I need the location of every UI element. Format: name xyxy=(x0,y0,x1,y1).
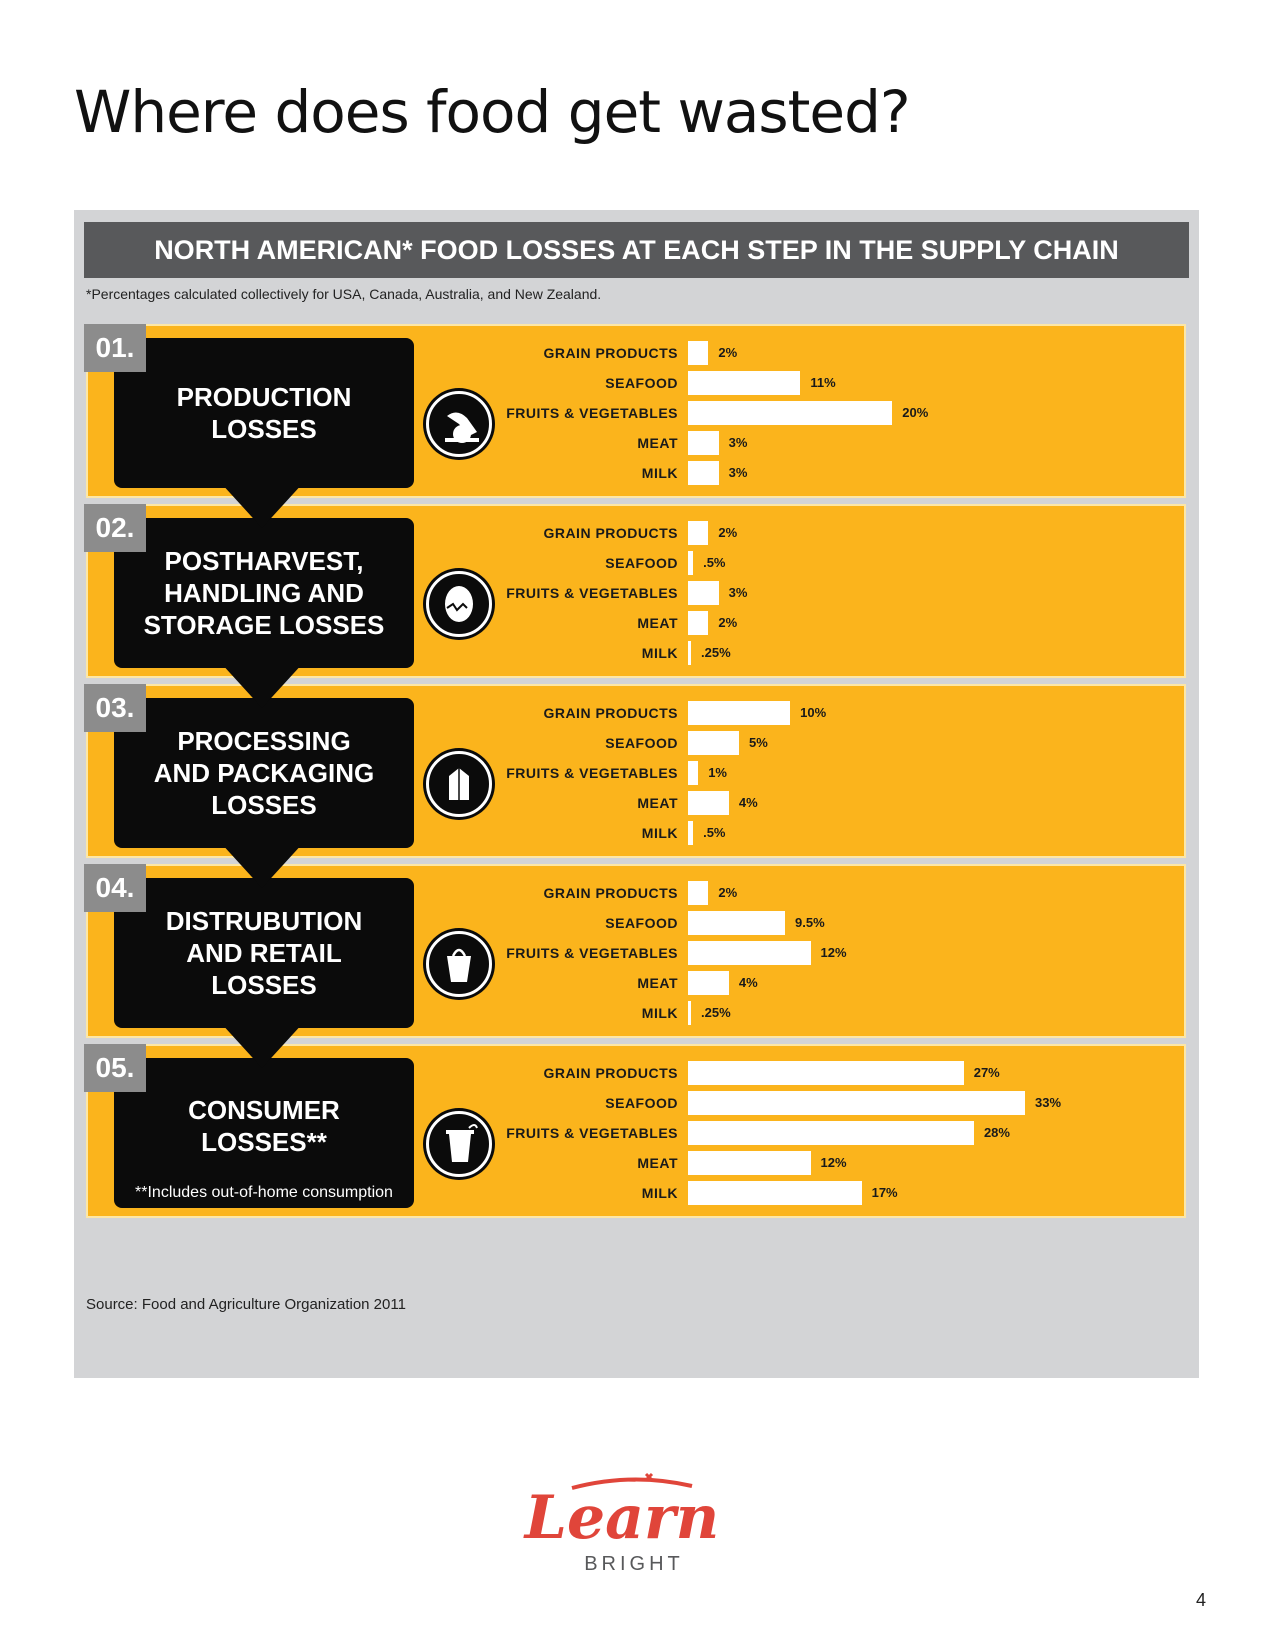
bar xyxy=(688,401,892,425)
data-label: 2% xyxy=(718,615,738,630)
bar xyxy=(688,1151,811,1175)
data-label: 4% xyxy=(738,975,758,990)
data-label: .5% xyxy=(703,555,726,570)
data-label: 3% xyxy=(728,465,748,480)
bar xyxy=(688,581,719,605)
stage-note: **Includes out-of-home consumption xyxy=(135,1184,393,1201)
bar-row xyxy=(88,368,1188,398)
stage-panel-3 xyxy=(86,684,1186,858)
bar-row xyxy=(88,398,1188,428)
data-label: 20% xyxy=(902,405,929,420)
bar xyxy=(688,341,708,365)
category-label: MILK xyxy=(641,645,678,661)
bar xyxy=(688,551,693,575)
category-label: FRUITS & VEGETABLES xyxy=(506,1125,678,1141)
bar-row xyxy=(88,968,1188,998)
stage-panel-2 xyxy=(86,504,1186,678)
bar xyxy=(688,431,719,455)
data-label: 3% xyxy=(728,435,748,450)
bar xyxy=(688,611,708,635)
bar xyxy=(688,1061,964,1085)
bar xyxy=(688,971,729,995)
bar xyxy=(688,701,790,725)
stage-panel-1 xyxy=(86,324,1186,498)
category-label: GRAIN PRODUCTS xyxy=(543,885,678,901)
bar xyxy=(688,1121,974,1145)
bar xyxy=(688,791,729,815)
logo-word: Learn xyxy=(524,1483,720,1553)
chart-footnote: *Percentages calculated collectively for USA, Canada, Australia, and New Zealand. xyxy=(86,286,602,302)
category-label: FRUITS & VEGETABLES xyxy=(506,765,678,781)
data-label: 1% xyxy=(708,765,727,780)
stage-number: 01. xyxy=(84,324,146,372)
data-label: 5% xyxy=(749,735,768,750)
category-label: MEAT xyxy=(637,1155,678,1171)
category-label: SEAFOOD xyxy=(605,915,678,931)
data-label: 3% xyxy=(728,585,748,600)
bar-row xyxy=(88,938,1188,968)
bar xyxy=(688,371,800,395)
bar-row xyxy=(88,548,1188,578)
category-label: GRAIN PRODUCTS xyxy=(543,1065,678,1081)
category-label: MEAT xyxy=(637,615,678,631)
stage-panel-4 xyxy=(86,864,1186,1038)
logo-subword: BRIGHT xyxy=(584,1553,684,1575)
category-label: MEAT xyxy=(637,435,678,451)
category-label: GRAIN PRODUCTS xyxy=(543,705,678,721)
category-label: SEAFOOD xyxy=(605,375,678,391)
data-label: 9.5% xyxy=(795,915,825,930)
category-label: MILK xyxy=(641,1185,678,1201)
category-label: MILK xyxy=(641,825,678,841)
bar-row xyxy=(88,1148,1188,1178)
bar xyxy=(688,521,708,545)
logo-star xyxy=(646,1474,652,1480)
bar xyxy=(688,1091,1025,1115)
data-label: .25% xyxy=(701,1005,731,1020)
category-label: MILK xyxy=(641,465,678,481)
stage-number: 03. xyxy=(84,684,146,732)
bar xyxy=(688,1181,862,1205)
bar-row xyxy=(88,1118,1188,1148)
flow-arrow xyxy=(220,1022,304,1068)
stage-number: 05. xyxy=(84,1044,146,1092)
category-label: MILK xyxy=(641,1005,678,1021)
bar xyxy=(688,821,693,845)
data-label: 2% xyxy=(718,525,738,540)
bar-row xyxy=(88,728,1188,758)
bar-row xyxy=(88,578,1188,608)
data-label: 11% xyxy=(810,375,836,390)
bar xyxy=(688,911,785,935)
infographic-panel xyxy=(74,210,1199,1378)
bar-row xyxy=(88,788,1188,818)
data-label: 28% xyxy=(983,1125,1010,1140)
category-label: FRUITS & VEGETABLES xyxy=(506,405,678,421)
data-label: 4% xyxy=(738,795,758,810)
category-label: FRUITS & VEGETABLES xyxy=(506,945,678,961)
data-label: .25% xyxy=(701,645,731,660)
chart-title: NORTH AMERICAN* FOOD LOSSES AT EACH STEP IN THE SUPPLY CHAIN xyxy=(84,222,1189,278)
bar-row xyxy=(88,338,1188,368)
stage-title: CONSUMER LOSSES** xyxy=(188,1095,340,1157)
bar xyxy=(688,461,719,485)
stage-title: PROCESSING AND PACKAGING LOSSES xyxy=(153,726,375,820)
category-label: MEAT xyxy=(637,795,678,811)
flow-arrow xyxy=(220,842,304,888)
category-label: GRAIN PRODUCTS xyxy=(543,525,678,541)
stage-title: PRODUCTION LOSSES xyxy=(176,382,352,444)
data-label: 33% xyxy=(1035,1095,1062,1110)
data-label: 12% xyxy=(820,945,847,960)
data-label: .5% xyxy=(703,825,726,840)
bar-row xyxy=(88,608,1188,638)
bar-row xyxy=(88,1088,1188,1118)
bar xyxy=(688,761,698,785)
stage-number: 02. xyxy=(84,504,146,552)
page-title: Where does food get wasted? xyxy=(74,78,910,146)
data-label: 10% xyxy=(800,705,827,720)
category-label: SEAFOOD xyxy=(605,555,678,571)
category-label: MEAT xyxy=(637,975,678,991)
category-label: SEAFOOD xyxy=(605,735,678,751)
stage-number: 04. xyxy=(84,864,146,912)
chart-source: Source: Food and Agriculture Organization 2011 xyxy=(86,1296,406,1313)
stage-panel-5 xyxy=(86,1044,1186,1218)
page-number: 4 xyxy=(1196,1590,1207,1610)
bar-row xyxy=(88,1178,1188,1208)
stage-title: DISTRUBUTION AND RETAIL LOSSES xyxy=(165,906,363,1000)
bar-row xyxy=(88,908,1188,938)
bar xyxy=(688,1001,691,1025)
bar xyxy=(688,941,811,965)
data-label: 27% xyxy=(973,1065,1000,1080)
category-label: GRAIN PRODUCTS xyxy=(543,345,678,361)
flow-arrow xyxy=(220,482,304,528)
stage-title: POSTHARVEST, HANDLING AND STORAGE LOSSES xyxy=(143,546,385,640)
bar xyxy=(688,641,691,665)
bar xyxy=(688,881,708,905)
data-label: 2% xyxy=(718,885,738,900)
data-label: 12% xyxy=(820,1155,847,1170)
learn-bright-logo xyxy=(512,1470,732,1600)
data-label: 2% xyxy=(718,345,738,360)
data-label: 17% xyxy=(871,1185,898,1200)
bar-row xyxy=(88,758,1188,788)
bar-row xyxy=(88,428,1188,458)
flow-arrow xyxy=(220,662,304,708)
category-label: FRUITS & VEGETABLES xyxy=(506,585,678,601)
bar xyxy=(688,731,739,755)
category-label: SEAFOOD xyxy=(605,1095,678,1111)
